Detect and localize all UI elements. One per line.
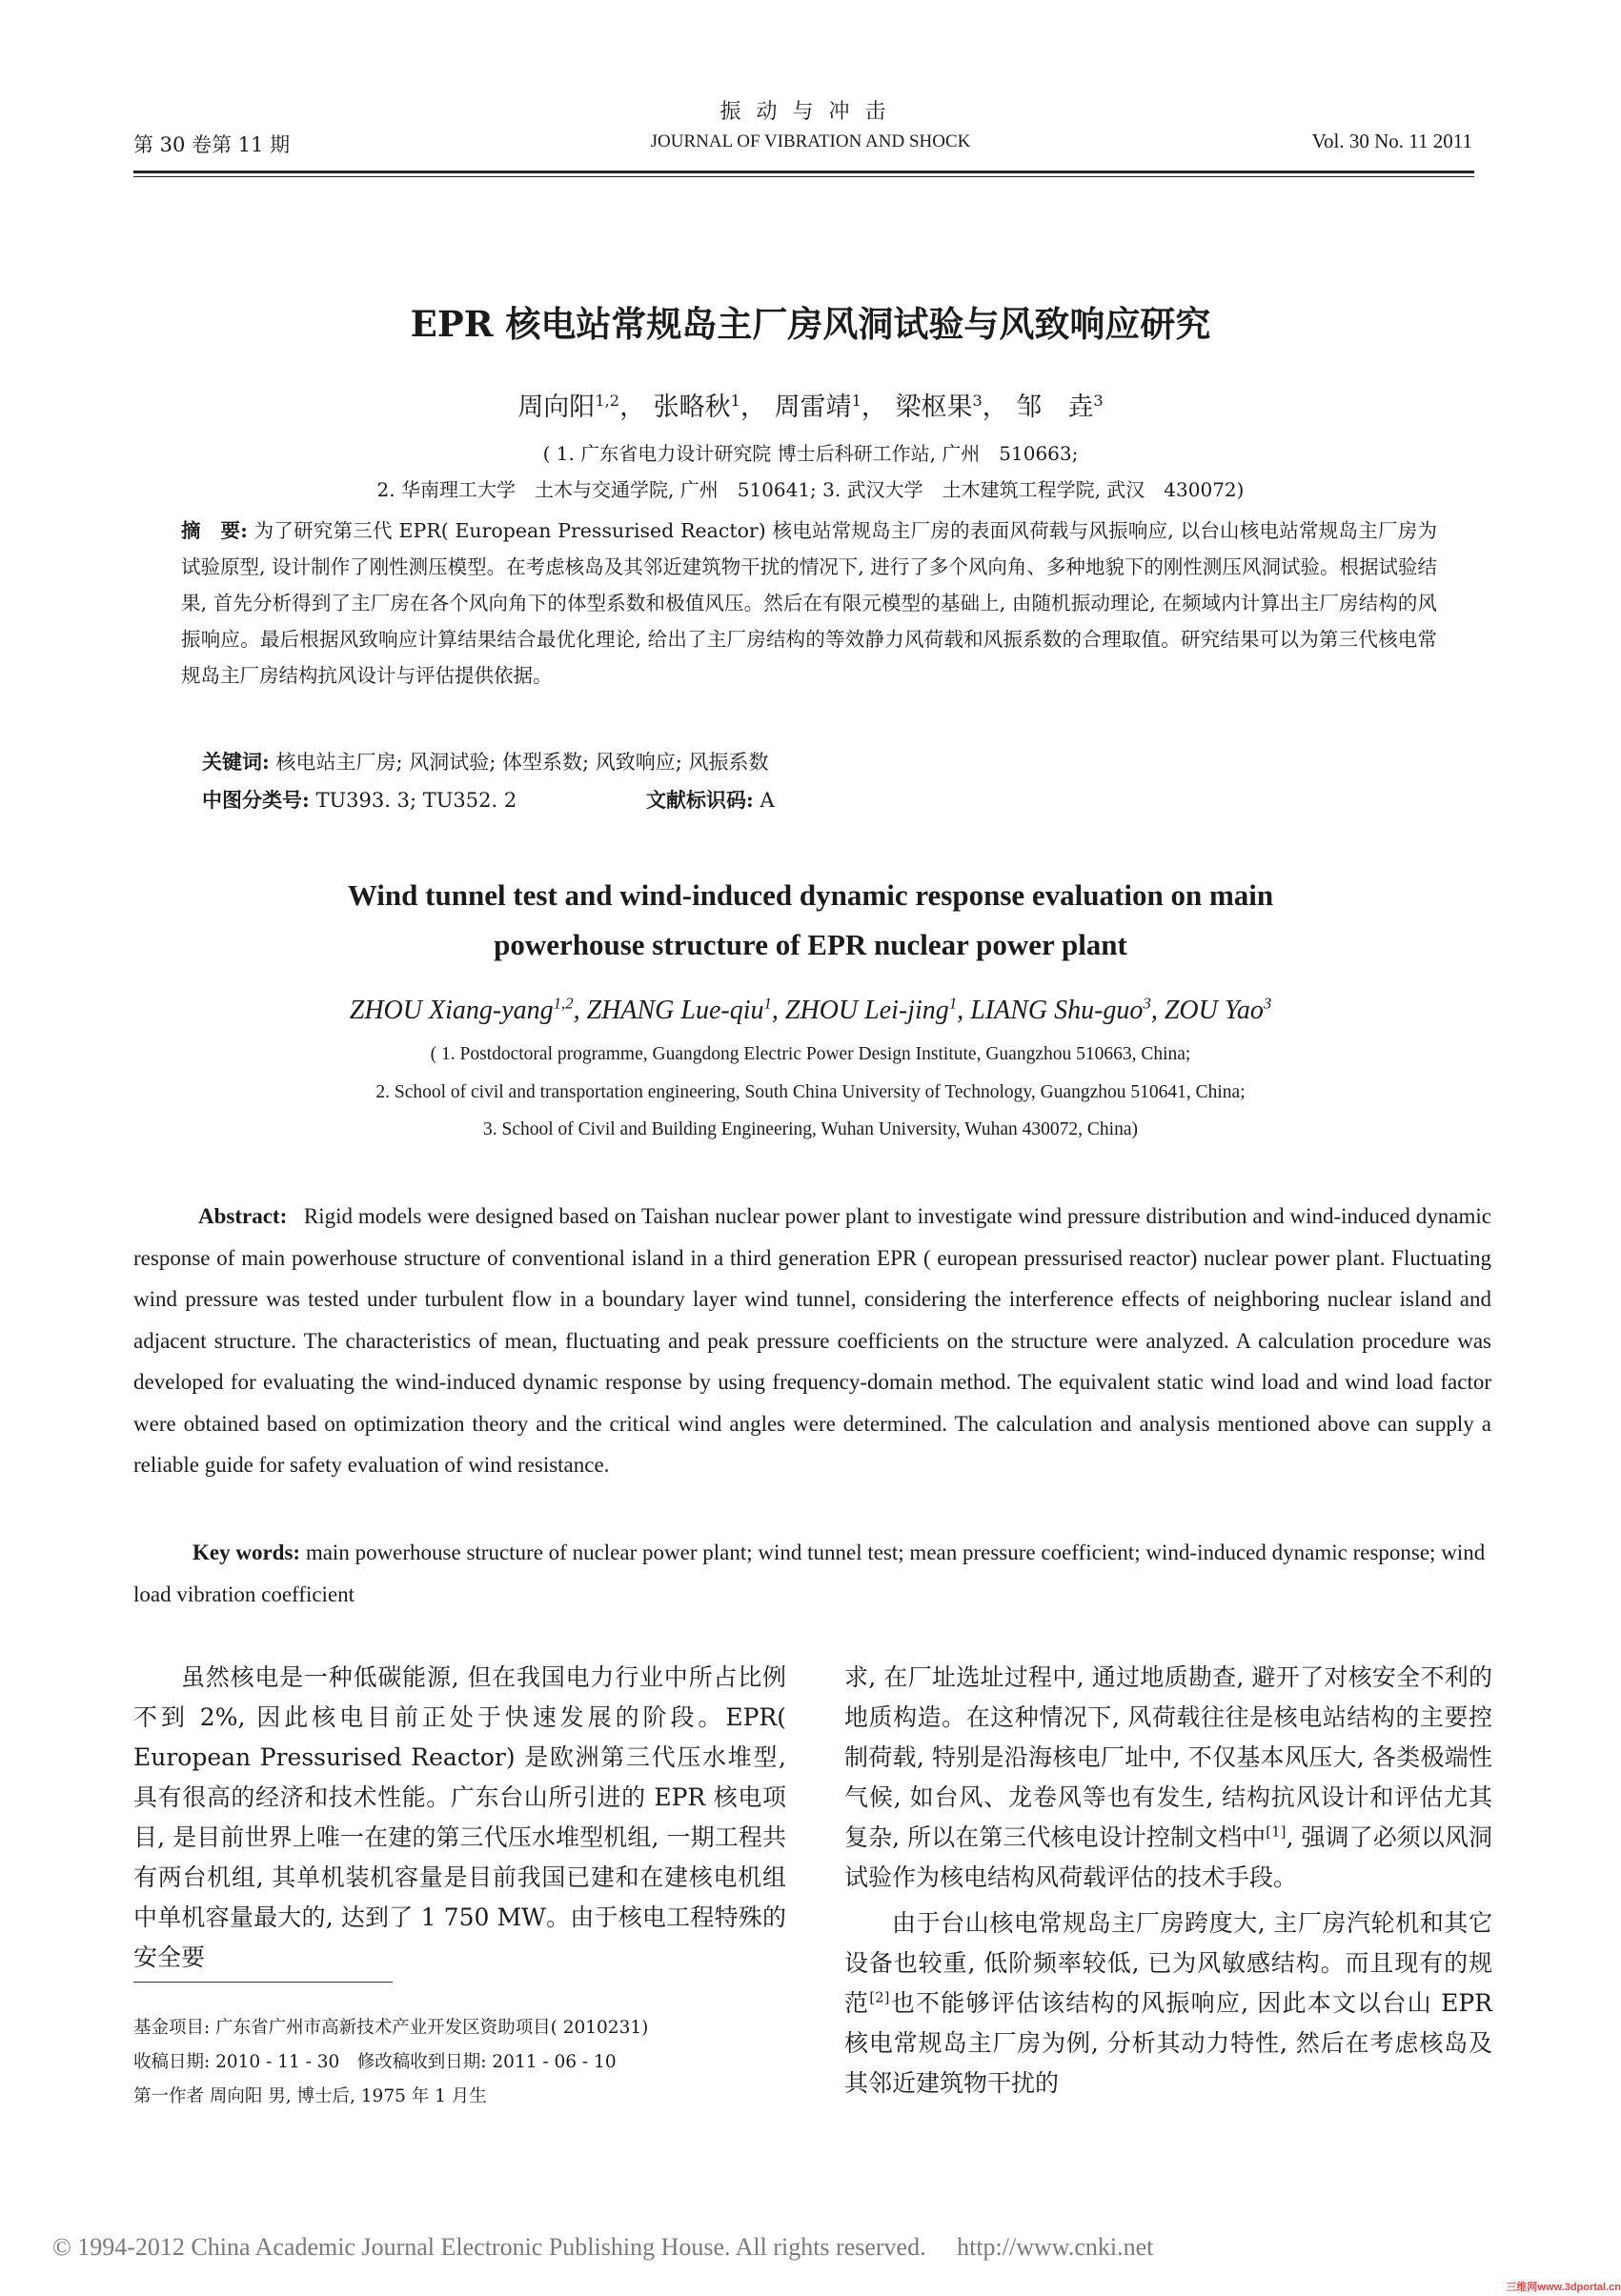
- clc-label: 中图分类号:: [202, 788, 310, 812]
- author-affil-mark: 3: [1263, 994, 1272, 1013]
- keywords-cn: [202, 747, 768, 775]
- author-list-en: ZHOU Xiang-yang$^{1,2}$, ZHANG Lue-qiu$^1$, ZHOU Lei-jing$^1$, LIANG Shu-guo$^3$, ZOU Yao$^3$: [349, 994, 1272, 1025]
- author-en: ZOU Yao: [1164, 996, 1264, 1025]
- paper-title-en-line1: Wind tunnel test and wind-induced dynamic response evaluation on main: [347, 878, 1274, 912]
- clc-number: [202, 785, 517, 814]
- abstract-cn-label: 摘 要:: [181, 519, 248, 542]
- affiliation-en-3: 3. School of Civil and Building Engineering, Wuhan University, Wuhan 430072, China): [483, 1119, 1138, 1139]
- body-column-left: [133, 1658, 786, 1984]
- body-paragraph: [844, 1658, 1492, 1898]
- body-column-right: [844, 1658, 1492, 2109]
- author-affil-mark: 1: [763, 994, 772, 1013]
- clc-value: TU393. 3; TU352. 2: [315, 789, 517, 812]
- doc-code-label: 文献标识码:: [646, 788, 754, 812]
- abstract-en-text: Rigid models were designed based on Taishan nuclear power plant to investigate wind pressure distribution and wind-induced dynamic response of main powerhouse structure of conventional island in a third generation EPR ( european pressurised reactor) nuclear power plant. Fluctuating wind pressure was tested under turbulent flow in a boundary layer wind tunnel, considering the interference effects of neighboring nuclear island and adjacent structure. The characteristics of mean, fluctuating and peak pressure coefficients on the structure were analyzed. A calculation procedure was developed for evaluating the wind-induced dynamic response by using frequency-domain method. The equivalent static wind load and wind load factor were obtained based on optimization theory and the critical wind angles were determined. The calculation and analysis mentioned above can supply a reliable guide for safety evaluation of wind resistance.: [133, 1204, 1491, 1477]
- header-rule-thick: [133, 171, 1474, 173]
- affiliation-cn-2: 2. 华南理工大学 土木与交通学院, 广州 510641; 3. 武汉大学 土木建筑工程学院, 武汉 430072): [376, 478, 1245, 501]
- affiliation-cn-1: ( 1. 广东省电力设计研究院 博士后科研工作站, 广州 510663;: [542, 442, 1079, 465]
- author-list-cn: 周向阳$^{1,2}$， 张略秋$^1$， 周雷靖$^1$， 梁枢果$^3$， 邹 垚$^3$: [517, 392, 1104, 422]
- author-affil-mark: 3: [972, 392, 983, 410]
- author-affil-mark: 1: [948, 994, 958, 1013]
- keywords-cn-text: 核电站主厂房; 风洞试验; 体型系数; 风致响应; 风振系数: [275, 751, 769, 774]
- keywords-en-text: main powerhouse structure of nuclear power plant; wind tunnel test; mean pressure coefficient; wind-induced dynamic response; wind load vibration coefficient: [133, 1541, 1486, 1606]
- affiliation-en-2: 2. School of civil and transportation engineering, South China University of Technology, Guangzhou 510641, China;: [375, 1082, 1246, 1102]
- author-affil-mark: 3: [1143, 994, 1151, 1013]
- footnote-dates: 收稿日期: 2010 - 11 - 30 修改稿收到日期: 2011 - 06 - 10: [133, 2052, 617, 2072]
- author-affil-mark: 1: [730, 392, 740, 410]
- author-en: ZHANG Lue-qiu: [586, 996, 764, 1025]
- author-cn: 邹 垚: [1016, 393, 1094, 422]
- body-text: , 强调了必须以风洞试验作为核电结构风荷载评估的技术手段。: [844, 1823, 1492, 1891]
- body-text: 求, 在厂址选址过程中, 通过地质勘查, 避开了对核安全不利的地质构造。在这种情况下, 风荷载往往是核电站结构的主要控制荷载, 特别是沿海核电厂址中, 不仅基本风压大, 各类极端性气候, 如台风、龙卷风等也有发生, 结构抗风设计和评估尤其复杂, 所以在第三代核电设计控制文档中: [844, 1663, 1492, 1851]
- header-rule-thin: [133, 176, 1474, 177]
- author-affil-mark: 3: [1093, 392, 1104, 410]
- journal-name-en: JOURNAL OF VIBRATION AND SHOCK: [650, 131, 971, 151]
- author-en: ZHOU Lei-jing: [784, 996, 949, 1025]
- journal-name-cn: 振动与冲击: [719, 100, 902, 124]
- abstract-cn-text: 为了研究第三代 EPR( European Pressurised Reactor) 核电站常规岛主厂房的表面风荷载与风振响应, 以台山核电站常规岛主厂房为试验原型, 设计制作了刚性测压模型。在考虑核岛及其邻近建筑物干扰的情况下, 进行了多个风向角、多种地貌下的刚性测压风洞试验。根据试验结果, 首先分析得到了主厂房在各个风向角下的体型系数和极值风压。然后在有限元模型的基础上, 由随机振动理论, 在频域内计算出主厂房结构的风振响应。最后根据风致响应计算结果结合最优化理论, 给出了主厂房结构的等效静力风荷载和风振系数的合理取值。研究结果可以为第三代核电常规岛主厂房结构抗风设计与评估提供依据。: [181, 519, 1437, 687]
- abstract-en: [133, 1196, 1491, 1486]
- volume-issue-cn: 第 30 卷第 11 期: [133, 133, 291, 156]
- body-text: 由于台山核电常规岛主厂房跨度大, 主厂房汽轮机和其它设备也较重, 低阶频率较低, 已为风敏感结构。而且现有的规范: [844, 1909, 1492, 2017]
- footnote-funding: 基金项目: 广东省广州市高新技术产业开发区资助项目( 2010231): [133, 2018, 649, 2038]
- keywords-cn-label: 关键词:: [202, 750, 270, 774]
- author-cn: 张略秋: [653, 393, 731, 422]
- author-cn: 周雷靖: [774, 393, 852, 422]
- body-text: 也不能够评估该结构的风振响应, 因此本文以台山 EPR 核电常规岛主厂房为例, 分析其动力特性, 然后在考虑核岛及其邻近建筑物干扰的: [844, 1989, 1492, 2097]
- author-cn: 梁枢果: [895, 393, 973, 422]
- citation-ref[interactable]: [1]: [1266, 1823, 1287, 1841]
- author-affil-mark: 1: [851, 392, 861, 410]
- keywords-en-label: Key words:: [192, 1541, 301, 1564]
- author-affil-mark: 1,2: [595, 392, 620, 410]
- body-paragraph: [844, 1903, 1492, 2104]
- keywords-en: [133, 1532, 1491, 1615]
- author-affil-mark: 1,2: [553, 994, 574, 1013]
- doc-code-value: A: [760, 789, 775, 812]
- author-cn: 周向阳: [517, 393, 596, 422]
- author-en: ZHOU Xiang-yang: [349, 996, 554, 1025]
- paper-title-en-line2: powerhouse structure of EPR nuclear power plant: [494, 928, 1127, 961]
- watermark-stamp: 三维网www.3dportal.cn: [1506, 2282, 1621, 2293]
- affiliation-en-1: ( 1. Postdoctoral programme, Guangdong Electric Power Design Institute, Guangzhou 510663, China;: [430, 1044, 1191, 1064]
- author-en: LIANG Shu-guo: [970, 996, 1144, 1025]
- footnote-first-author: 第一作者 周向阳 男, 博士后, 1975 年 1 月生: [133, 2086, 487, 2106]
- paper-title-cn: EPR 核电站常规岛主厂房风洞试验与风致响应研究: [410, 303, 1211, 345]
- document-code: [646, 785, 775, 814]
- copyright-notice: © 1994-2012 China Academic Journal Electronic Publishing House. All rights reserved. http://www.cnki.net: [52, 2233, 1154, 2261]
- abstract-cn: [181, 513, 1437, 694]
- citation-ref[interactable]: [2]: [869, 1988, 890, 2006]
- volume-issue-en: Vol. 30 No. 11 2011: [1311, 130, 1472, 152]
- body-paragraph: 虽然核电是一种低碳能源, 但在我国电力行业中所占比例不到 2%, 因此核电目前正处于快速发展的阶段。EPR( European Pressurised Reactor) 是欧洲第三代压水堆型, 具有很高的经济和技术性能。广东台山所引进的 EPR 核电项目, 是目前世界上唯一在建的第三代压水堆型机组, 一期工程共有两台机组, 其单机装机容量是目前我国已建和在建核电机组中单机容量最大的, 达到了 1 750 MW。由于核电工程特殊的安全要: [133, 1663, 786, 1971]
- abstract-en-label: Abstract:: [198, 1204, 288, 1228]
- footnote-rule: [133, 1982, 393, 1983]
